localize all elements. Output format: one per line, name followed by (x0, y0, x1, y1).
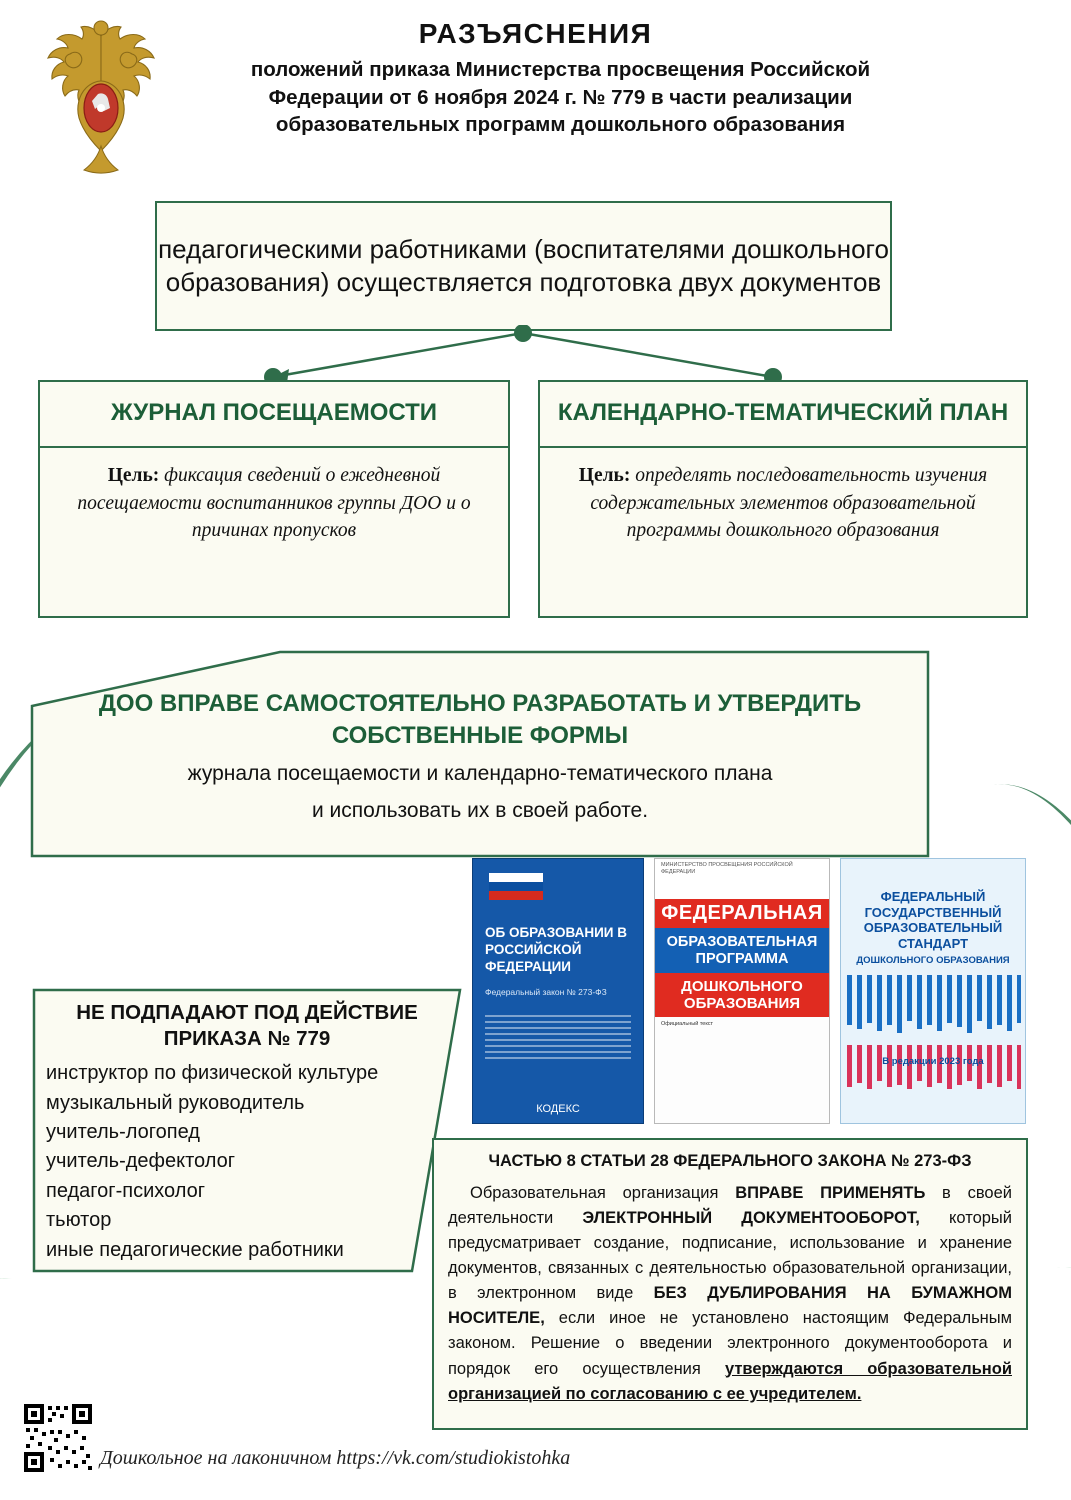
book-cover-education-law (472, 858, 644, 1124)
card-title: ЖУРНАЛ ПОСЕЩАЕМОСТИ (40, 382, 508, 448)
card-goal-text: фиксация сведений о ежедневной посещаемости воспитанников группы ДОО и о причинах пропусков (77, 465, 471, 542)
card-goal (540, 448, 1026, 559)
footer-credit[interactable]: Дошкольное на лаконичном https://vk.com/studiokistohka (100, 1447, 571, 1469)
list-item: учитель-логопед (46, 1121, 200, 1144)
book-covers-group (472, 858, 1028, 1130)
book-decorative-bars (841, 971, 1025, 1089)
law-p2: в своей деятельности (448, 1184, 1012, 1228)
banner-line-2: и использовать их в своей работе. (311, 799, 649, 823)
list-item: инструктор по физической культуре (46, 1062, 379, 1085)
book-subtitle: Федеральный закон № 273-ФЗ (485, 987, 607, 997)
book-line-2: ОБРАЗОВАТЕЛЬНАЯ ПРОГРАММА (655, 928, 829, 973)
page-subtitle: положений приказа Министерства просвещения Российской Федерации от 6 ноября 2024 г. № 779 в части реализации образовательных программ дошкольного образования (250, 58, 871, 137)
book-publisher: КОДЕКС (536, 1103, 580, 1115)
list-item: педагог-психолог (46, 1179, 206, 1202)
book-title: ФЕДЕРАЛЬНЫЙ ГОСУДАРСТВЕННЫЙ ОБРАЗОВАТЕЛЬНЫЙ СТАНДАРТ (863, 889, 1003, 951)
card-title: КАЛЕНДАРНО-ТЕМАТИЧЕСКИЙ ПЛАН (540, 382, 1026, 448)
page-title: РАЗЪЯСНЕНИЯ (418, 18, 653, 49)
list-item: иные педагогические работники (46, 1238, 344, 1261)
law-u1: утверждаются образовательной организацией по согласованию с ее учредителем. (448, 1359, 1012, 1403)
list-item: музыкальный руководитель (46, 1091, 305, 1114)
book-line-1: ФЕДЕРАЛЬНАЯ (655, 899, 829, 928)
exclusions-box (32, 988, 462, 1273)
banner-line-1: журнала посещаемости и календарно-тематического плана (187, 762, 773, 786)
card-goal-label: Цель: (578, 465, 631, 486)
exclusions-list (46, 1059, 448, 1265)
card-goal (40, 448, 508, 559)
top-statement-text: педагогическими работниками (воспитателями дошкольного образования) осуществляется подготовка двух документов (158, 233, 889, 297)
law-p1: Образовательная организация (470, 1184, 736, 1202)
card-goal-label: Цель: (107, 465, 160, 486)
top-statement-box (155, 201, 892, 331)
book-title: ОБ ОБРАЗОВАНИИ В РОССИЙСКОЙ ФЕДЕРАЦИИ (485, 925, 627, 974)
card-goal-text: определять последовательность изучения содержательных элементов образовательной программы дошкольного образования (590, 465, 988, 542)
autonomy-banner (30, 650, 930, 858)
book-edition-badge: В редакции 2023 года (882, 1056, 984, 1067)
exclusions-title: НЕ ПОДПАДАЮТ ПОД ДЕЙСТВИЕ ПРИКАЗА № 779 (76, 1001, 418, 1050)
book-foot-note: Официальный текст (661, 1021, 714, 1028)
book-top-note: МИНИСТЕРСТВО ПРОСВЕЩЕНИЯ РОССИЙСКОЙ ФЕДЕРАЦИИ (655, 859, 829, 899)
russian-flag-icon (489, 873, 543, 900)
law-body (448, 1181, 1012, 1407)
book-cover-fgos (840, 858, 1026, 1124)
law-b2: ЭЛЕКТРОННЫЙ ДОКУМЕНТООБОРОТ, (582, 1209, 920, 1228)
book-subtitle: ДОШКОЛЬНОГО ОБРАЗОВАНИЯ (856, 955, 1010, 967)
law-b1: ВПРАВЕ ПРИМЕНЯТЬ (735, 1184, 926, 1202)
law-p4: если иное не установлено настоящим Федеральным законом. Решение о введении электронного документооборота и порядок его осуществления (448, 1309, 1012, 1378)
law-title: ЧАСТЬЮ 8 СТАТЬИ 28 ФЕДЕРАЛЬНОГО ЗАКОНА № 273-ФЗ (488, 1152, 972, 1170)
law-b3: БЕЗ ДУБЛИРОВАНИЯ НА БУМАЖНОМ НОСИТЕЛЕ, (448, 1284, 1012, 1328)
list-item: учитель-дефектолог (46, 1150, 236, 1173)
book-cover-federal-program (654, 858, 830, 1124)
qr-code-icon[interactable] (22, 1402, 94, 1474)
book-line-3: ДОШКОЛЬНОГО ОБРАЗОВАНИЯ (655, 973, 829, 1017)
law-quote-box (432, 1138, 1028, 1430)
book-decorative-lines (485, 1015, 631, 1063)
list-item: тьютор (46, 1209, 112, 1232)
law-p3: который предусматривает создание, подписание, использование и хранение документов, связанных с деятельностью образовательной организации, в электронном виде (448, 1209, 1012, 1303)
document-card-attendance (38, 380, 510, 618)
banner-heading: ДОО ВПРАВЕ САМОСТОЯТЕЛЬНО РАЗРАБОТАТЬ И УТВЕРДИТЬ СОБСТВЕННЫЕ ФОРМЫ (98, 689, 862, 750)
document-card-thematic-plan (538, 380, 1028, 618)
poster-header (0, 18, 1071, 139)
